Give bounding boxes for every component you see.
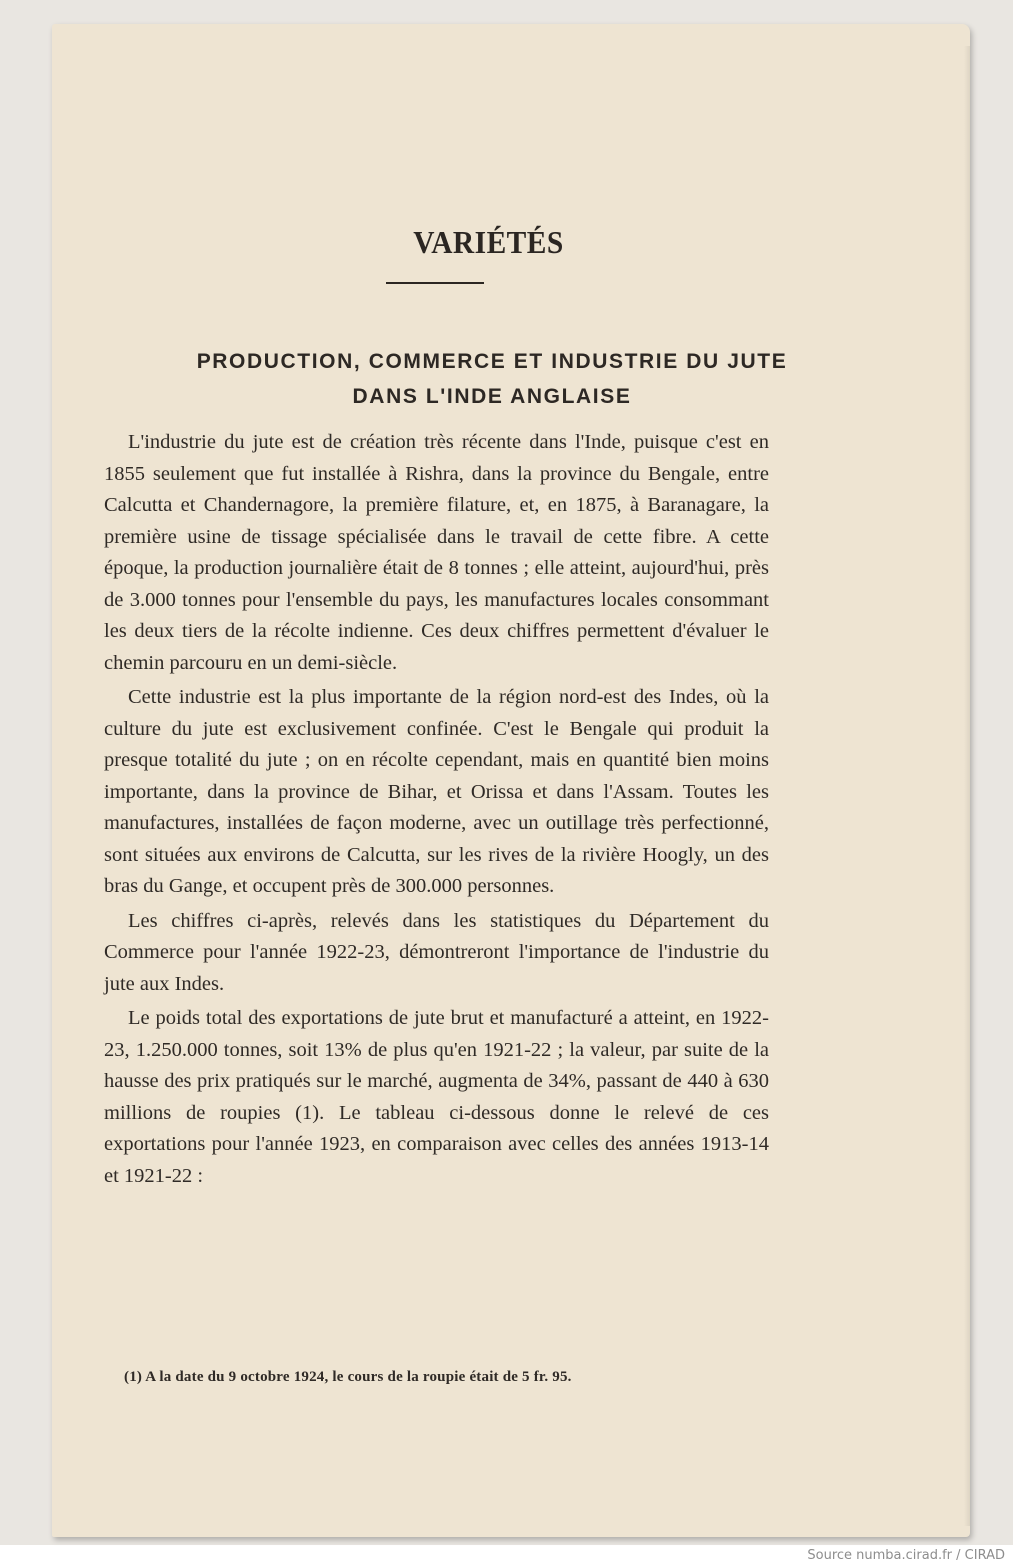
paragraph-2: Cette industrie est la plus importante de la région nord-est des Indes, où la culture du jute est exclusivement confinée. C'est le Bengale qui produit la presque totalité du jute ; on en récolte cependant, mais en quantité bien moins importante, dans la province de Bihar, et Orissa et dans l'Assam. Toutes les manufactures, installées de façon moderne, avec un outillage très perfectionné, sont situées aux environs de Calcutta, sur les rives de la rivière Hoogly, un des bras du Gange, et occupent près de 300.000 personnes. bbox=[104, 686, 769, 897]
page-edge-shadow bbox=[964, 46, 970, 1526]
paragraph-3: Les chiffres ci-après, relevés dans les statistiques du Département du Commerce pour l'année 1922-23, démontreront l'importance de l'industrie du jute aux Indes. bbox=[104, 909, 769, 995]
article-heading-line-1: PRODUCTION, COMMERCE ET INDUSTRIE DU JUTE bbox=[196, 350, 788, 373]
article-body bbox=[104, 427, 769, 1195]
footnote: (1) A la date du 9 octobre 1924, le cours de la roupie était de 5 fr. 95. bbox=[124, 1369, 572, 1385]
paragraph-1: L'industrie du jute est de création très récente dans l'Inde, puisque c'est en 1855 seulement que fut installée à Rishra, dans la province du Bengale, entre Calcutta et Chandernagore, la première filature, et, en 1875, à Baranagare, la première usine de tissage spécialisée dans le travail de cette fibre. A cette époque, la production journalière était de 8 tonnes ; elle atteint, aujourd'hui, près de 3.000 tonnes pour l'ensemble du pays, les manufactures locales consommant les deux tiers de la récolte indienne. Ces deux chiffres permettent d'évaluer le chemin parcouru en un demi-siècle. bbox=[104, 431, 769, 674]
section-title: VARIÉTÉS bbox=[413, 224, 564, 260]
source-credit: Source numba.cirad.fr / CIRAD bbox=[807, 1548, 1005, 1563]
article-heading-line-2: DANS L'INDE ANGLAISE bbox=[352, 385, 632, 408]
document-page bbox=[52, 24, 970, 1537]
title-rule bbox=[386, 282, 484, 284]
paragraph-4: Le poids total des exportations de jute brut et manufacturé a atteint, en 1922-23, 1.250.000 tonnes, soit 13% de plus qu'en 1921-22 ; la valeur, par suite de la hausse des prix pratiqués sur le marché, augmenta de 34%, passant de 440 à 630 millions de roupies (1). Le tableau ci-dessous donne le relevé de ces exportations pour l'année 1923, en comparaison avec celles des années 1913-14 et 1921-22 : bbox=[104, 1007, 769, 1187]
